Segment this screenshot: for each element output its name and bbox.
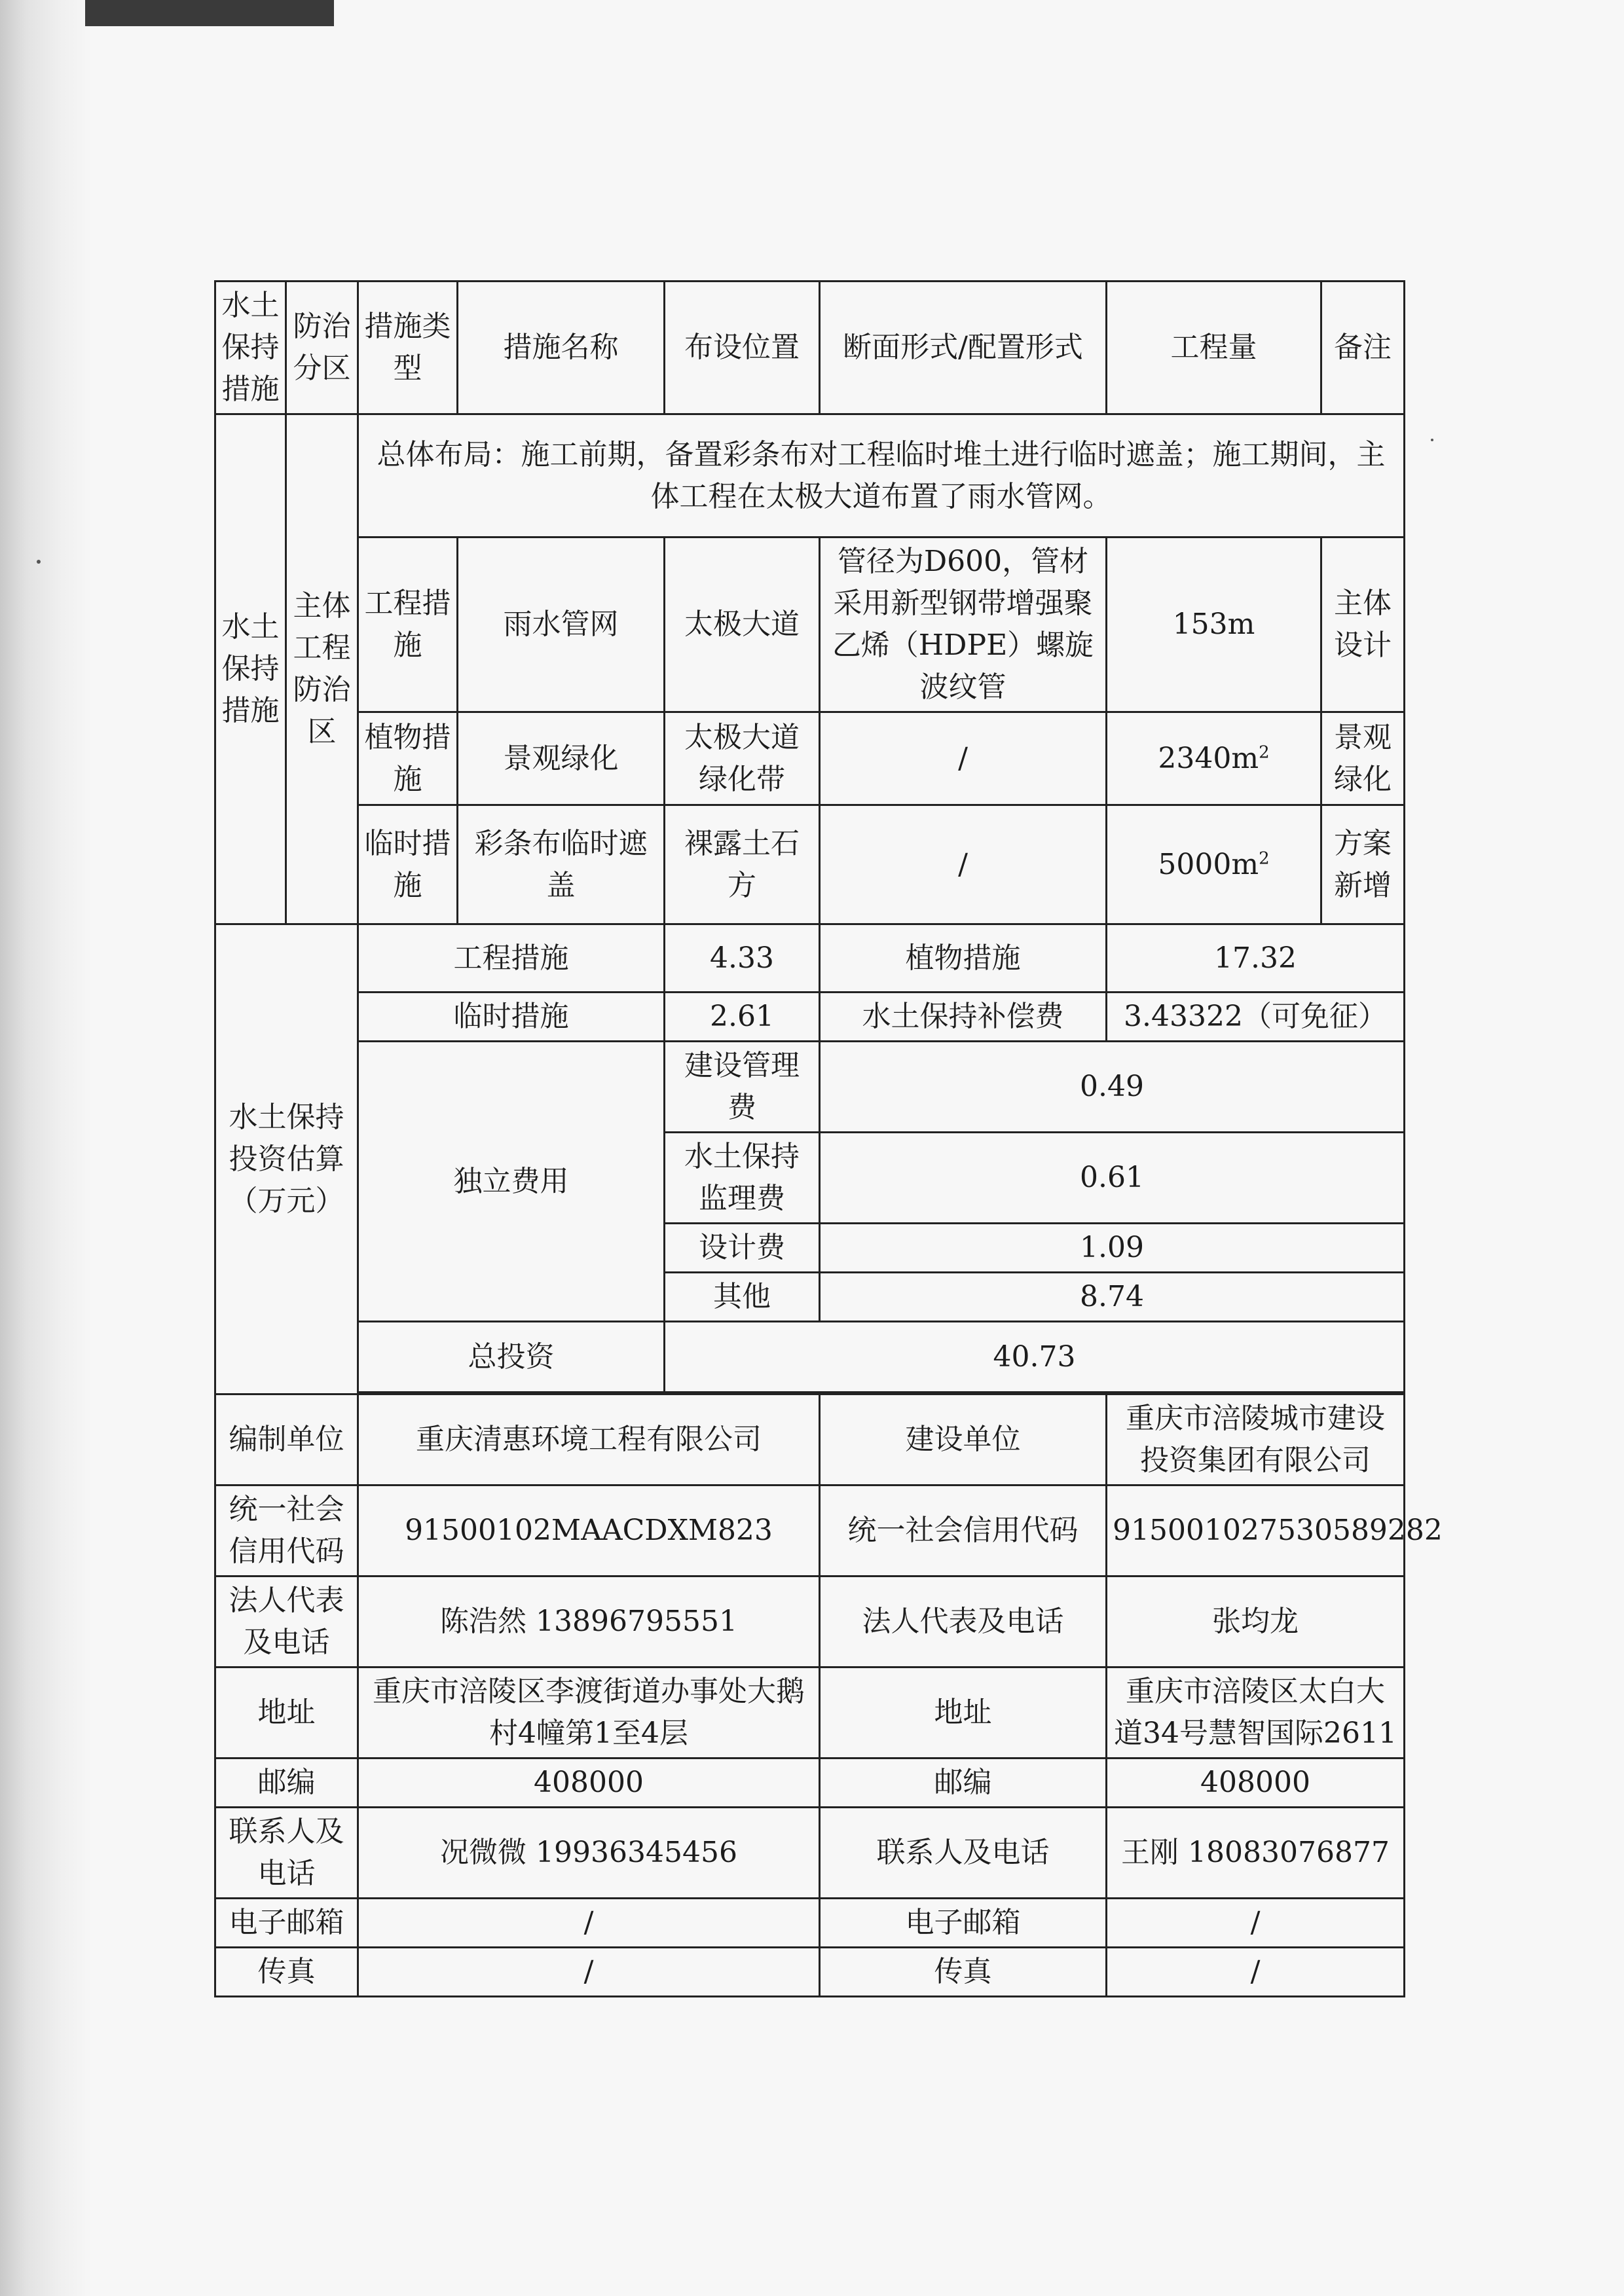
compensation-label: 水土保持补偿费 (820, 993, 1107, 1042)
unit-row (215, 1394, 1405, 1485)
unit-row (215, 1808, 1405, 1899)
email-label: 电子邮箱 (820, 1899, 1107, 1948)
measure-form: 管径为D600，管材采用新型钢带增强聚乙烯（HDPE）螺旋波纹管 (820, 538, 1107, 712)
measure-note: 主体设计 (1321, 538, 1405, 712)
quantity-superscript: 2 (1259, 742, 1270, 762)
independent-item-label: 建设管理费 (665, 1042, 820, 1133)
compensation-value: 3.43322（可免征） (1107, 993, 1405, 1042)
header-zone: 防治分区 (286, 282, 358, 414)
measure-location: 太极大道绿化带 (665, 712, 820, 805)
legal-rep-right: 张均龙 (1107, 1576, 1405, 1667)
zip-label: 邮编 (820, 1758, 1107, 1808)
legal-rep-left: 陈浩然 13896795551 (358, 1576, 820, 1667)
layout-text: 总体布局：施工前期，备置彩条布对工程临时堆土进行临时遮盖；施工期间，主体工程在太极大道布置了雨水管网。 (358, 414, 1405, 538)
independent-item-label: 其他 (665, 1273, 820, 1322)
email-right: / (1107, 1899, 1405, 1948)
build-unit-label: 建设单位 (820, 1394, 1107, 1485)
measure-quantity: 153m (1107, 538, 1321, 712)
measure-location: 裸露土石方 (665, 805, 820, 924)
fax-right: / (1107, 1948, 1405, 1997)
zip-right: 408000 (1107, 1758, 1405, 1808)
address-right: 重庆市涪陵区太白大道34号慧智国际2611 (1107, 1667, 1405, 1758)
unit-row (215, 1899, 1405, 1948)
unit-row (215, 1758, 1405, 1808)
email-label: 电子邮箱 (215, 1899, 358, 1948)
measure-row (215, 538, 1405, 712)
measure-type: 植物措施 (358, 712, 458, 805)
investment-group-label: 水土保持投资估算（万元） (215, 924, 358, 1394)
header-location: 布设位置 (665, 282, 820, 414)
soil-water-conservation-table (214, 280, 1443, 1997)
measure-name: 彩条布临时遮盖 (458, 805, 665, 924)
zip-left: 408000 (358, 1758, 820, 1808)
address-label: 地址 (820, 1667, 1107, 1758)
temporary-value: 2.61 (665, 993, 820, 1042)
measure-row (215, 712, 1405, 805)
measure-note: 景观绿化 (1321, 712, 1405, 805)
legal-rep-label: 法人代表及电话 (820, 1576, 1107, 1667)
credit-code-label: 统一社会信用代码 (820, 1485, 1107, 1576)
independent-label: 独立费用 (358, 1042, 665, 1322)
measure-name: 雨水管网 (458, 538, 665, 712)
measure-row (215, 805, 1405, 924)
independent-item-value: 0.49 (820, 1042, 1405, 1133)
header-measures: 水土保持措施 (215, 282, 286, 414)
plant-label: 植物措施 (820, 924, 1107, 993)
zone-label: 主体工程防治区 (286, 414, 358, 924)
investment-total-row (215, 1322, 1405, 1393)
fax-label: 传真 (215, 1948, 358, 1997)
header-measure-name: 措施名称 (458, 282, 665, 414)
scan-speck (1431, 439, 1433, 441)
investment-row (215, 1042, 1405, 1133)
header-quantity: 工程量 (1107, 282, 1321, 414)
independent-item-value: 1.09 (820, 1224, 1405, 1273)
temporary-label: 临时措施 (358, 993, 665, 1042)
quantity-superscript: 2 (1259, 848, 1270, 868)
measure-name: 景观绿化 (458, 712, 665, 805)
measure-quantity (1107, 805, 1321, 924)
independent-item-label: 设计费 (665, 1224, 820, 1273)
header-measure-type: 措施类型 (358, 282, 458, 414)
unit-row (215, 1948, 1405, 1997)
credit-code-label: 统一社会信用代码 (215, 1485, 358, 1576)
unit-row (215, 1576, 1405, 1667)
prep-unit-value: 重庆清惠环境工程有限公司 (358, 1394, 820, 1485)
email-left: / (358, 1899, 820, 1948)
measure-type: 工程措施 (358, 538, 458, 712)
independent-item-label: 水土保持监理费 (665, 1133, 820, 1224)
quantity-number: 5000m (1158, 847, 1259, 881)
header-section-form: 断面形式/配置形式 (820, 282, 1107, 414)
total-value: 40.73 (665, 1322, 1405, 1393)
address-label: 地址 (215, 1667, 358, 1758)
independent-item-value: 8.74 (820, 1273, 1405, 1322)
measure-form: / (820, 805, 1107, 924)
measure-quantity (1107, 712, 1321, 805)
unit-row (215, 1485, 1405, 1576)
contact-label: 联系人及电话 (215, 1808, 358, 1899)
plant-value: 17.32 (1107, 924, 1405, 993)
measures-group-label: 水土保持措施 (215, 414, 286, 924)
measure-type: 临时措施 (358, 805, 458, 924)
measure-note: 方案新增 (1321, 805, 1405, 924)
investment-row (215, 993, 1405, 1042)
prep-unit-label: 编制单位 (215, 1394, 358, 1485)
engineering-value: 4.33 (665, 924, 820, 993)
address-left: 重庆市涪陵区李渡街道办事处大鹅村4幢第1至4层 (358, 1667, 820, 1758)
fax-left: / (358, 1948, 820, 1997)
unit-row (215, 1667, 1405, 1758)
scan-binding-edge (0, 0, 92, 2296)
total-label: 总投资 (358, 1322, 665, 1393)
scan-speck (37, 560, 41, 564)
scan-corner-mark (85, 0, 334, 26)
zip-label: 邮编 (215, 1758, 358, 1808)
credit-code-left: 91500102MAACDXM823 (358, 1485, 820, 1576)
contact-right: 王刚 18083076877 (1107, 1808, 1405, 1899)
measure-form: / (820, 712, 1107, 805)
independent-item-value: 0.61 (820, 1133, 1405, 1224)
build-unit-value: 重庆市涪陵城市建设投资集团有限公司 (1107, 1394, 1405, 1485)
legal-rep-label: 法人代表及电话 (215, 1576, 358, 1667)
contact-left: 况微微 19936345456 (358, 1808, 820, 1899)
layout-row (215, 414, 1405, 538)
header-note: 备注 (1321, 282, 1405, 414)
investment-row (215, 924, 1405, 993)
quantity-number: 2340m (1158, 741, 1259, 775)
contact-label: 联系人及电话 (820, 1808, 1107, 1899)
header-row (215, 282, 1405, 414)
engineering-label: 工程措施 (358, 924, 665, 993)
measure-location: 太极大道 (665, 538, 820, 712)
fax-label: 传真 (820, 1948, 1107, 1997)
credit-code-right: 915001027530589282 (1107, 1485, 1405, 1576)
